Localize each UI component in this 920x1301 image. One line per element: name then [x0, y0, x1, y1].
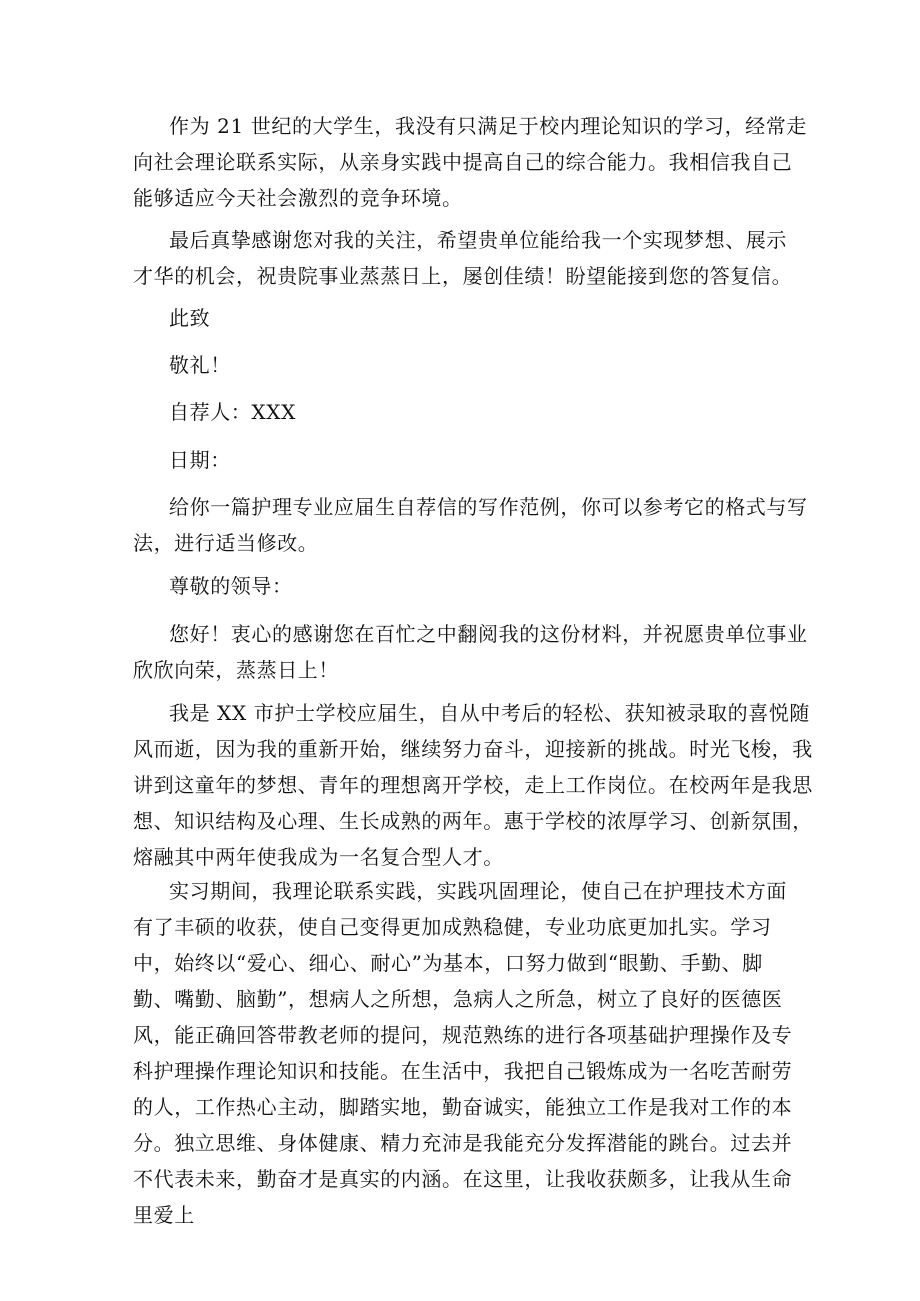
text-line: 法，进行适当修改。 [133, 531, 319, 555]
text-line: 此致 [169, 306, 211, 330]
text-line: 敬礼！ [169, 353, 231, 377]
text-line: 最后真挚感谢您对我的关注，希望贵单位能给我一个实现梦想、展示 [169, 228, 787, 252]
text-line: 才华的机会，祝贵院事业蒸蒸日上，屡创佳绩！盼望能接到您的答复信。 [133, 264, 793, 288]
text-line: 欣欣向荣，蒸蒸日上！ [133, 658, 339, 682]
text-line: 自荐人：XXX [169, 400, 296, 424]
paragraph-self-ability [133, 108, 813, 216]
paragraph-hello [133, 616, 813, 688]
paragraph-intro-sample [133, 489, 813, 561]
text-line: 想、知识结构及心理、生长成熟的两年。惠于学校的浓厚学习、创新氛围， [133, 809, 813, 833]
date-line [133, 442, 813, 478]
text-line: 风而逝，因为我的重新开始，继续努力奋斗，迎接新的挑战。时光飞梭，我 [133, 737, 813, 761]
text-line: 有了丰硕的收获，使自己变得更加成熟稳健，专业功底更加扎实。学习 [133, 915, 772, 939]
text-line: 日期： [169, 448, 231, 472]
signature-line [133, 394, 813, 430]
text-line: 里爱上 [133, 1203, 195, 1227]
paragraph-thanks [133, 222, 813, 294]
text-line: 作为 21 世纪的大学生，我没有只满足于校内理论知识的学习，经常走 [169, 114, 807, 138]
paragraph-background [133, 695, 813, 875]
text-line: 向社会理论联系实际，从亲身实践中提高自己的综合能力。我相信我自己 [133, 150, 793, 174]
closing-salutation [133, 300, 813, 336]
text-line: 的人，工作热心主动，脚踏实地，勤奋诚实，能独立工作是我对工作的本 [133, 1095, 793, 1119]
text-line: 讲到这童年的梦想、青年的理想离开学校，走上工作岗位。在校两年是我思 [133, 773, 813, 797]
letter-greeting [133, 568, 813, 604]
text-line: 中，始终以“爱心、细心、耐心”为基本，口努力做到“眼勤、手勤、脚 [133, 951, 763, 975]
text-line: 熔融其中两年使我成为一名复合型人才。 [133, 845, 504, 869]
text-line: 给你一篇护理专业应届生自荐信的写作范例，你可以参考它的格式与写 [169, 495, 808, 519]
text-line: 实习期间，我理论联系实践，实践巩固理论，使自己在护理技术方面 [169, 879, 787, 903]
text-line: 风，能正确回答带教老师的提问，规范熟练的进行各项基础护理操作及专 [133, 1023, 793, 1047]
paragraph-internship [133, 873, 813, 1233]
text-line: 尊敬的领导： [169, 574, 293, 598]
text-line: 您好！衷心的感谢您在百忙之中翻阅我的这份材料，并祝愿贵单位事业 [169, 622, 808, 646]
text-line: 科护理操作理论知识和技能。在生活中，我把自己锻炼成为一名吃苦耐劳 [133, 1059, 793, 1083]
text-line: 分。独立思维、身体健康、精力充沛是我能充分发挥潜能的跳台。过去并 [133, 1131, 793, 1155]
closing-respect [133, 347, 813, 383]
text-line: 不代表未来，勤奋才是真实的内涵。在这里，让我收获颇多，让我从生命 [133, 1167, 793, 1191]
text-line: 能够适应今天社会激烈的竞争环境。 [133, 186, 463, 210]
text-line: 我是 XX 市护士学校应届生，自从中考后的轻松、获知被录取的喜悦随 [169, 701, 810, 725]
text-line: 勤、嘴勤、脑勤”，想病人之所想，急病人之所急，树立了良好的医德医 [133, 987, 783, 1011]
